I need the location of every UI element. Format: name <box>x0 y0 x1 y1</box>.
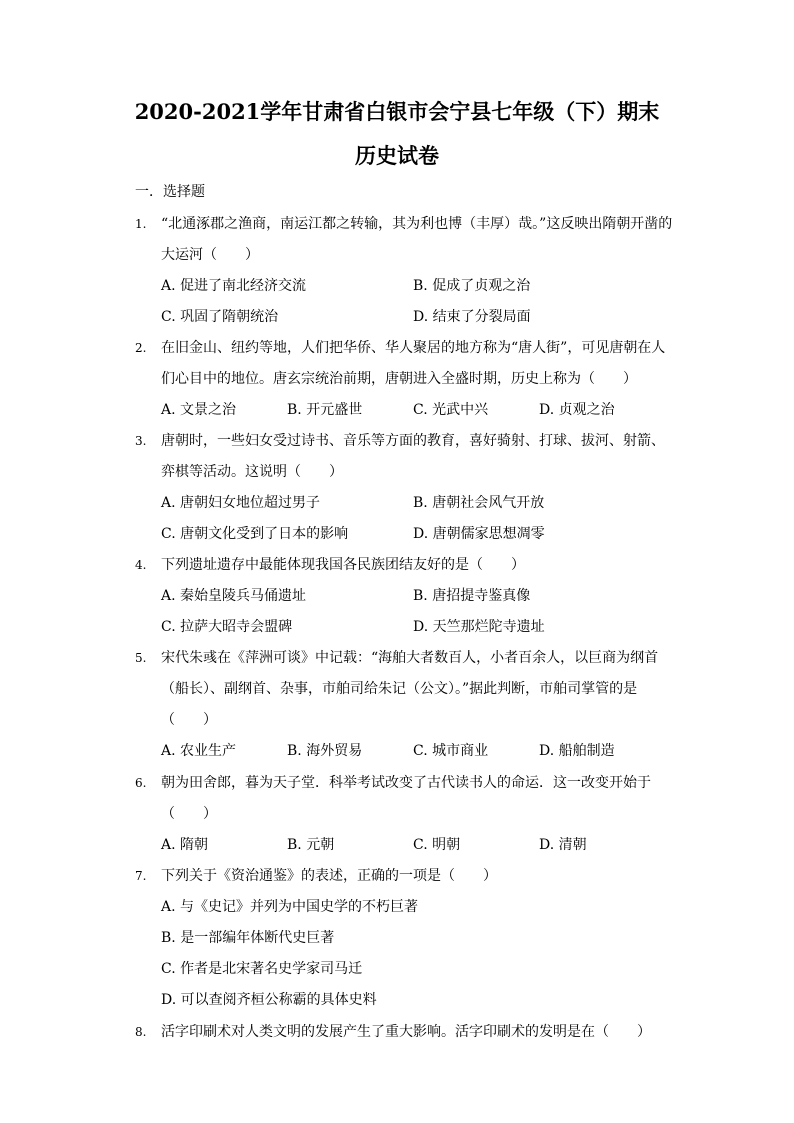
question-number: 8. <box>135 1025 147 1039</box>
question-6 <box>135 768 675 861</box>
option-a[interactable]: A. 秦始皇陵兵马俑遗址 <box>161 588 307 604</box>
option-c[interactable]: C. 唐朝文化受到了日本的影响 <box>161 526 349 542</box>
option-a[interactable]: A. 农业生产 <box>161 743 237 759</box>
option-a[interactable]: A. 促进了南北经济交流 <box>161 278 307 294</box>
option-a[interactable]: A. 唐朝妇女地位超过男子 <box>161 495 321 511</box>
option-c[interactable]: C. 光武中兴 <box>413 402 489 418</box>
option-b[interactable]: B. 元朝 <box>287 837 335 853</box>
question-number: 7. <box>135 869 147 883</box>
question-3 <box>135 426 675 550</box>
question-8 <box>135 1017 675 1048</box>
option-d[interactable]: D. 可以查阅齐桓公称霸的具体史料 <box>161 992 377 1008</box>
option-d[interactable]: D. 唐朝儒家思想凋零 <box>413 526 545 542</box>
question-2 <box>135 333 675 426</box>
option-d[interactable]: D. 天竺那烂陀寺遗址 <box>413 619 545 635</box>
question-number: 1. <box>135 217 147 231</box>
option-d[interactable]: D. 清朝 <box>539 837 587 853</box>
question-number: 4. <box>135 558 147 572</box>
exam-title-line2: 历史试卷 <box>355 143 439 168</box>
question-number: 5. <box>135 651 147 665</box>
option-c[interactable]: C. 拉萨大昭寺会盟碑 <box>161 619 293 635</box>
option-d[interactable]: D. 贞观之治 <box>539 402 615 418</box>
option-b[interactable]: B. 是一部编年体断代史巨著 <box>161 930 335 946</box>
option-a[interactable]: A. 文景之治 <box>161 402 237 418</box>
option-b[interactable]: B. 促成了贞观之治 <box>413 278 531 294</box>
option-d[interactable]: D. 结束了分裂局面 <box>413 309 531 325</box>
option-a[interactable]: A. 隋朝 <box>161 837 209 853</box>
question-stem: “北通涿郡之渔商，南运江都之转输，其为利也博（丰厚）哉。”这反映出隋朝开凿的大运河（ ） <box>161 216 673 263</box>
question-stem: 唐朝时，一些妇女受过诗书、音乐等方面的教育，喜好骑射、打球、拔河、射箭、弈棋等活动。这说明（ ） <box>161 433 665 480</box>
options-row <box>161 271 675 302</box>
question-stem: 朝为田舍郎，暮为天子堂．科举考试改变了古代读书人的命运．这一改变开始于（ ） <box>161 775 651 822</box>
option-c[interactable]: C. 明朝 <box>413 837 461 853</box>
option-c[interactable]: C. 作者是北宋著名史学家司马迁 <box>161 961 363 977</box>
question-stem: 在旧金山、纽约等地，人们把华侨、华人聚居的地方称为“唐人街”，可见唐朝在人们心目中的地位。唐玄宗统治前期，唐朝进入全盛时期，历史上称为（ ） <box>161 340 666 387</box>
exam-title-line1: 2020-2021学年甘肃省白银市会宁县七年级（下）期末 <box>134 99 660 124</box>
options-row <box>161 302 675 333</box>
options-row <box>161 519 675 550</box>
question-stem: 活字印刷术对人类文明的发展产生了重大影响。活字印刷术的发明是在（ ） <box>161 1024 651 1040</box>
question-7 <box>135 861 675 1016</box>
question-stem: 宋代朱彧在《萍洲可谈》中记载：“海舶大者数百人，小者百余人，以巨商为纲首（船长）、副纲首、杂事，市舶司给朱记（公文）。”据此判断，市舶司掌管的是（ ） <box>161 650 659 728</box>
question-stem: 下列遗址遗存中最能体现我国各民族团结友好的是（ ） <box>161 557 525 573</box>
question-number: 3. <box>135 434 147 448</box>
question-4 <box>135 550 675 643</box>
option-b[interactable]: B. 唐朝社会风气开放 <box>413 495 545 511</box>
options-row <box>161 736 675 767</box>
question-1 <box>135 209 675 333</box>
section-heading: 一．选择题 <box>135 184 205 200</box>
question-stem: 下列关于《资治通鉴》的表述，正确的一项是（ ） <box>161 868 497 884</box>
option-c[interactable]: C. 城市商业 <box>413 743 489 759</box>
options-row <box>161 488 675 519</box>
options-row <box>161 395 675 426</box>
question-number: 2. <box>135 341 147 355</box>
options-row <box>161 830 675 861</box>
option-a[interactable]: A. 与《史记》并列为中国史学的不朽巨著 <box>161 899 419 915</box>
question-5 <box>135 643 675 767</box>
question-number: 6. <box>135 776 147 790</box>
option-b[interactable]: B. 开元盛世 <box>287 402 363 418</box>
option-d[interactable]: D. 船舶制造 <box>539 743 615 759</box>
option-c[interactable]: C. 巩固了隋朝统治 <box>161 309 279 325</box>
options-row <box>161 612 675 643</box>
option-b[interactable]: B. 唐招提寺鉴真像 <box>413 588 531 604</box>
options-row <box>161 581 675 612</box>
option-b[interactable]: B. 海外贸易 <box>287 743 363 759</box>
